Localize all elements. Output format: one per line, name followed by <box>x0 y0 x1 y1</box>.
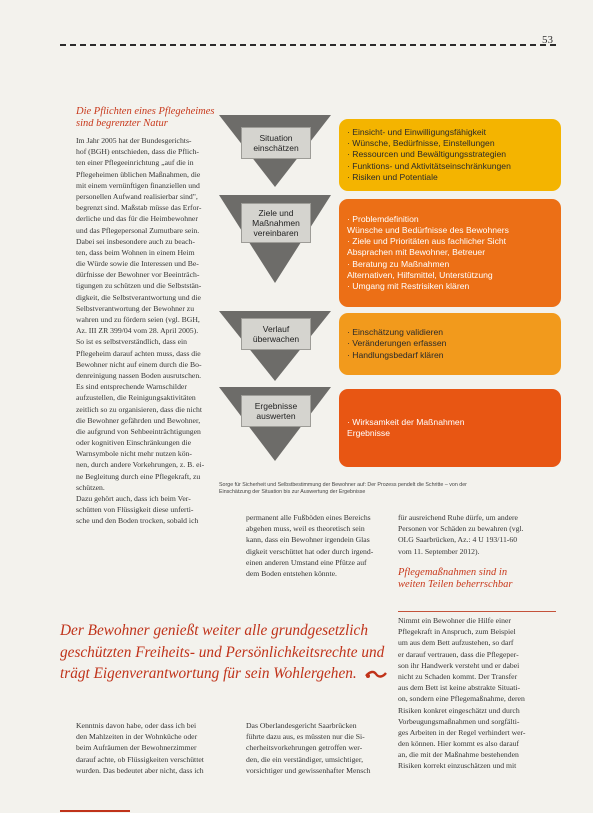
text-line: mit einem vernünftigen finanziellen und <box>76 180 200 190</box>
text-line: Az. III ZR 399/04 vom 28. April 2005). <box>76 326 199 336</box>
text-line: denreinigung nassen Boden ausrutschen. <box>76 370 202 380</box>
text-line: den können. Hier kommt es also darauf <box>398 739 520 749</box>
text-line: um aus dem Bett aufzustehen, so darf <box>398 638 514 648</box>
text-line: wurden. Das bedeutet aber nicht, dass ich <box>76 765 204 775</box>
heading-line: Pflegemaßnahmen sind in <box>398 567 508 578</box>
stage-item: · Problemdefinition <box>347 213 419 224</box>
text-line: Bewohner nicht auf einem durch die Bo- <box>76 359 202 369</box>
text-line: ten einer Pflegeeinrichtung „auf die in <box>76 158 194 168</box>
stage-item: · Umgang mit Restrisiken klären <box>347 281 470 291</box>
heading-line: sind begrenzter Natur <box>76 118 168 129</box>
stage-item: · Handlungsbedarf klären <box>347 349 444 360</box>
stage-label-line: einschätzen <box>253 143 299 153</box>
text-line: Vorbeugungsmaßnahmen und sorgfälti- <box>398 716 520 726</box>
bottom-left-text <box>76 720 224 776</box>
stage-item: Wünsche und Bedürfnisse des Bewohners <box>347 224 509 235</box>
text-line: kann, dass ein Bewohner irgendein Glas <box>246 535 370 545</box>
pull-quote <box>60 620 580 685</box>
text-line: zeitlich so zu organisieren, dass die nicht <box>76 404 203 414</box>
left-column-text <box>76 135 224 527</box>
text-line: schütten von Flüssigkeit diese unferti- <box>76 505 194 515</box>
text-line: nicht zu Schaden kommt. Der Transfer <box>398 671 518 681</box>
quote-line: Der Bewohner genießt weiter alle grundgesetzlich <box>60 622 368 639</box>
process-diagram <box>219 115 561 477</box>
text-line: Risiken konkret eingeschätzt und durch <box>398 705 520 715</box>
text-line: cherheitsvorkehrungen getroffen wer- <box>246 743 363 753</box>
text-line: sche und den Boden trocken, sobald ich <box>76 516 199 526</box>
quote-end-ornament-icon <box>365 670 387 679</box>
stage-item: · Beratung zu Maßnahmen <box>347 258 450 269</box>
heading-rule <box>398 611 556 612</box>
stage-item: · Einschätzung validieren <box>347 327 444 338</box>
text-line: Im Jahr 2005 hat der Bundesgerichts- <box>76 136 192 145</box>
stage-item: · Wirksamkeit der Maßnahmen <box>347 416 465 427</box>
text-line: personellen Aufwand realisierbar sind", <box>76 191 198 201</box>
page-number: 53 <box>542 34 553 46</box>
stage-item: Ergebnisse <box>347 428 390 438</box>
text-line: digkeit, die Selbstverantwortung und die <box>76 292 201 302</box>
text-line: darauf achte, ob Flüssigkeiten verschüttet <box>76 754 204 764</box>
top-rule <box>60 44 556 46</box>
text-line: für ausreichend Ruhe dürfe, um andere <box>398 513 518 522</box>
text-line: Dabei sei insbesondere auch zu beach- <box>76 236 195 246</box>
text-line: ges Arbeiten in der Regel verhindert wer- <box>398 727 526 737</box>
stage-panel <box>339 199 561 307</box>
text-line: Pflegeheimen üblichen Maßnahmen, die <box>76 169 201 179</box>
text-line: vom 11. September 2012). <box>398 546 480 556</box>
text-line: abgehen muss, weil es theoretisch sein <box>246 524 365 534</box>
text-line: nen, durch andere Vorkehrungen, z. B. ei- <box>76 460 205 470</box>
text-line: Selbstverantwortung der Bewohner zu <box>76 303 195 313</box>
stage-label-line: vereinbaren <box>253 228 299 238</box>
text-line: Pflegeheim darauf achten muss, dass die <box>76 348 201 358</box>
text-line: die Bewohner gefährden und Bewohner, <box>76 415 201 425</box>
stage-item: · Wünsche, Bedürfnisse, Einstellungen <box>347 138 495 149</box>
text-line: führte dazu aus, es müssten nur die Si- <box>246 732 365 742</box>
right-column-heading <box>398 567 513 591</box>
stage-label <box>241 127 311 159</box>
text-line: begrenzt sind. Maßstab müsse das Erfor- <box>76 203 202 213</box>
text-line: dürfnisse der Bewohner vor Beeinträch- <box>76 270 200 280</box>
text-line: die Würde sowie die Interessen und Be- <box>76 259 199 269</box>
text-line: ne Begleitung durch eine Pflegekraft, zu <box>76 471 201 481</box>
text-line: beim Aufräumen der Bewohnerzimmer <box>76 743 197 753</box>
text-line: er darauf vertrauen, dass die Pflegeper- <box>398 649 519 659</box>
stage-label-line: Ergebnisse <box>254 401 298 411</box>
text-line: permanent alle Fußböden eines Bereichs <box>246 513 371 522</box>
text-line: So ist es selbstverständlich, dass ein <box>76 337 188 347</box>
left-column-heading <box>76 106 215 130</box>
text-line: ten, dass beim Wohnen in einem Heim <box>76 247 195 257</box>
text-line: oder kognitiven Einschränkungen die <box>76 438 192 448</box>
stage-label-line: überwachen <box>252 334 300 344</box>
stage-item: · Ressourcen und Bewältigungsstrategien <box>347 149 507 160</box>
text-line: son ihr Handwerk versteht und er dabei <box>398 660 520 670</box>
stage-item: Alternativen, Hilfsmittel, Unterstützung <box>347 269 493 280</box>
text-line: on, sondern eine Pflegemaßnahme, deren <box>398 694 525 704</box>
stage-label <box>241 318 311 350</box>
text-line: und das Pflegepersonal Zumutbare sein. <box>76 225 200 235</box>
stage-label-line: Verlauf <box>262 324 290 334</box>
footer-rule <box>60 810 130 812</box>
text-line: OLG Saarbrücken, Az.: 4 U 193/11-60 <box>398 535 518 545</box>
stage-item: · Einsicht- und Einwilligungsfähigkeit <box>347 126 487 137</box>
text-line: aus dem Bett ist keine abstrakte Situati- <box>398 683 521 693</box>
stage-label-line: Maßnahmen <box>252 218 300 228</box>
stage-label <box>241 395 311 427</box>
text-line: den, die ein verständiger, umsichtiger, <box>246 754 364 764</box>
stage-item: · Veränderungen erfassen <box>347 338 447 349</box>
text-line: aufzustellen, die Reinigungsaktivitäten <box>76 393 196 403</box>
stage-panel <box>339 119 561 191</box>
quote-line: geschützten Freiheits- und Persönlichkeitsrechte und <box>60 643 385 661</box>
stage-label-line: Situation <box>259 133 293 143</box>
text-line: wahren und zu fördern seien (vgl. BGH, <box>76 315 200 324</box>
text-line: Es sind entsprechende Warnschilder <box>76 382 187 392</box>
text-line: dem Boden entstehen könnte. <box>246 568 337 578</box>
text-line: an, die mit der Maßnahme bestehenden <box>398 750 519 760</box>
stage-panel <box>339 389 561 467</box>
stage-item: · Funktions- und Aktivitätseinschränkungen <box>347 160 511 171</box>
right-column-top-text <box>398 512 558 557</box>
bottom-middle-text <box>246 720 394 776</box>
text-line: Nimmt ein Bewohner die Hilfe einer <box>398 616 511 625</box>
text-line: vorsichtiger und gewissenhafter Mensch <box>246 765 371 775</box>
text-line: die aufgrund von Sehbeeinträchtigungen <box>76 426 201 436</box>
middle-column-text <box>246 512 394 579</box>
stage-label <box>241 203 311 243</box>
text-line: Das Oberlandesgericht Saarbrücken <box>246 721 357 730</box>
heading-line: weiten Teilen beherrschbar <box>398 579 513 590</box>
text-line: digkeit verschüttet hat oder durch irgend- <box>246 546 374 556</box>
text-line: Risiken korrekt einzuschätzen und mit <box>398 761 517 771</box>
text-line: Personen vor Schäden zu bewahren (vgl. <box>398 524 524 534</box>
stage-item: Absprachen mit Bewohner, Betreuer <box>347 247 486 258</box>
stage-label-line: auswerten <box>256 411 296 421</box>
text-line: tigungen zu schützen und die Selbststän- <box>76 281 202 291</box>
stage-label-line: Ziele und <box>258 208 294 218</box>
text-line: hof (BGH) entschieden, dass die Pflich- <box>76 147 199 157</box>
stage-item: · Ziele und Prioritäten aus fachlicher Sicht <box>347 236 507 247</box>
text-line: Warnsymbole nicht mehr nutzen kön- <box>76 449 192 459</box>
stage-panel <box>339 313 561 375</box>
text-line: Dazu gehört auch, dass ich beim Ver- <box>76 494 191 503</box>
quote-line-text: trägt Eigenverantwortung für sein Wohlergehen. <box>60 665 357 682</box>
stage-item: · Risiken und Potentiale <box>347 171 438 182</box>
text-line: einen anderen Umstand eine Pfütze auf <box>246 557 367 567</box>
heading-line: Die Pflichten eines Pflegeheimes <box>76 106 215 117</box>
text-line: Pflegekraft in Anspruch, zum Beispiel <box>398 627 516 637</box>
text-line: derliche und das für die Heimbewohner <box>76 214 198 224</box>
text-line: Kenntnis davon habe, oder dass ich bei <box>76 721 197 730</box>
diagram-caption <box>219 482 561 496</box>
text-line: schützen. <box>76 482 105 492</box>
caption-line: Einschätzung der Situation bis zur Auswertung der Ergebnisse <box>219 489 366 496</box>
text-line: den Mahlzeiten in der Wohnküche oder <box>76 732 198 742</box>
quote-line <box>60 663 580 685</box>
caption-line: Sorge für Sicherheit und Selbstbestimmung der Bewohner auf: Der Prozess pendelt die Schritte – von der <box>219 482 467 488</box>
